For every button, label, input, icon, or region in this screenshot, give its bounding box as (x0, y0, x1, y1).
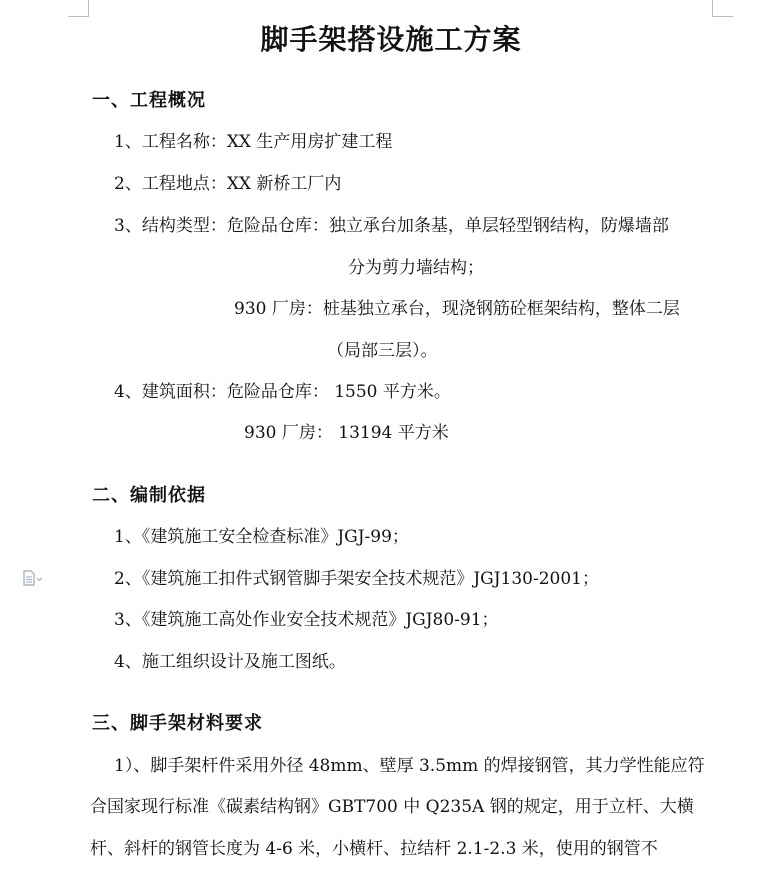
section-heading-materials: 三、脚手架材料要求 (92, 713, 263, 734)
structure-type-continuation: 分为剪力墙结构； (348, 258, 484, 278)
factory-930-structure-line: 930 厂房：桩基独立承台，现浇钢筋砼框架结构，整体二层 (234, 299, 680, 319)
structure-type-line: 3、结构类型：危险品仓库：独立承台加条基，单层轻型钢结构，防爆墙部 (114, 216, 669, 236)
document-title: 脚手架搭设施工方案 (260, 23, 522, 56)
project-name-line: 1、工程名称：XX 生产用房扩建工程 (114, 132, 393, 152)
factory-930-area-line: 930 厂房： 13194 平方米 (244, 423, 449, 443)
section-heading-basis: 二、编制依据 (92, 485, 206, 506)
building-area-line: 4、建筑面积：危险品仓库： 1550 平方米。 (114, 382, 451, 402)
basis-item-3: 3、《建筑施工高处作业安全技术规范》JGJ80-91； (114, 610, 499, 630)
materials-paragraph-line-2: 合国家现行标准《碳素结构钢》GBT700 中 Q235A 钢的规定，用于立杆、大横 (90, 797, 694, 817)
basis-item-2: 2、《建筑施工扣件式钢管脚手架安全技术规范》JGJ130-2001； (114, 569, 599, 589)
factory-930-structure-continuation: （局部三层）。 (327, 341, 438, 361)
project-location-line: 2、工程地点：XX 新桥工厂内 (114, 174, 342, 194)
materials-paragraph-line-1: 1）、脚手架杆件采用外径 48mm、壁厚 3.5mm 的焊接钢管，其力学性能应符 (114, 756, 705, 776)
margin-corner-top-right (712, 0, 733, 17)
document-icon[interactable] (22, 570, 44, 586)
basis-item-1: 1、《建筑施工安全检查标准》JGJ-99； (114, 527, 409, 547)
margin-corner-top-left (68, 0, 89, 17)
section-heading-overview: 一、工程概况 (92, 90, 206, 111)
materials-paragraph-line-3: 杆、斜杆的钢管长度为 4-6 米，小横杆、拉结杆 2.1-2.3 米，使用的钢管不 (90, 839, 658, 859)
basis-item-4: 4、施工组织设计及施工图纸。 (114, 652, 346, 672)
